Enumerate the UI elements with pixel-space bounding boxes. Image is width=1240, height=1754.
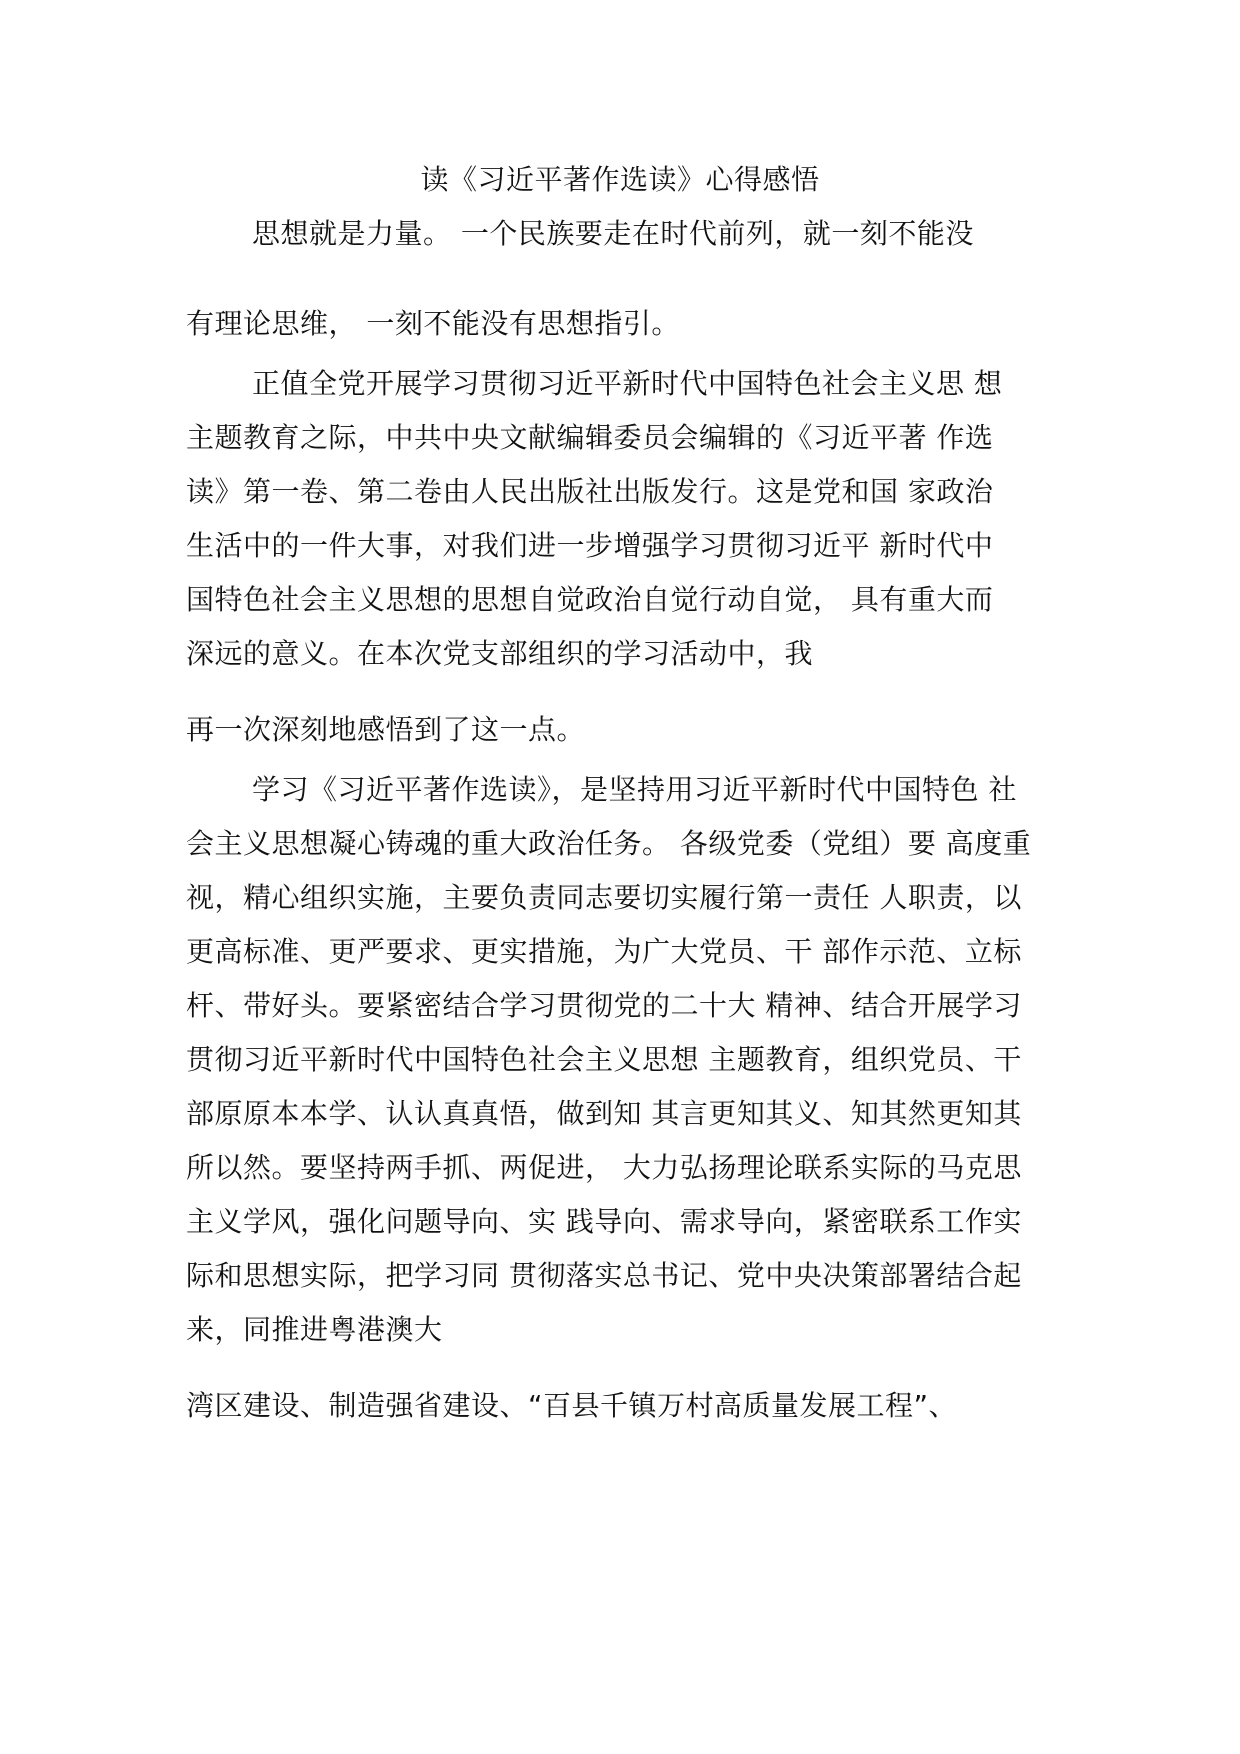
paragraph-line: 部原原本本学、认认真真悟，做到知 其言更知其义、知其然更知其 bbox=[186, 1097, 1022, 1130]
paragraph-line: 正值全党开展学习贯彻习近平新时代中国特色社会主义思 想 bbox=[252, 367, 1003, 400]
paragraph-line: 再一次深刻地感悟到了这一点。 bbox=[186, 713, 586, 746]
paragraph-line: 贯彻习近平新时代中国特色社会主义思想 主题教育，组织党员、干 bbox=[186, 1043, 1022, 1076]
paragraph-line: 所以然。要坚持两手抓、两促进， 大力弘扬理论联系实际的马克思 bbox=[186, 1151, 1022, 1184]
paragraph-line: 学习《习近平著作选读》，是坚持用习近平新时代中国特色 社 bbox=[252, 773, 1017, 806]
paragraph-line: 国特色社会主义思想的思想自觉政治自觉行动自觉， 具有重大而 bbox=[186, 583, 994, 616]
paragraph-line: 来，同推进粤港澳大 bbox=[186, 1313, 443, 1346]
paragraph-line: 更高标准、更严要求、更实措施，为广大党员、干 部作示范、立标 bbox=[186, 935, 1022, 968]
paragraph-line: 湾区建设、制造强省建设、“百县千镇万村高质量发展工程”、 bbox=[186, 1389, 958, 1422]
paragraph-line: 会主义思想凝心铸魂的重大政治任务。 各级党委（党组）要 高度重 bbox=[186, 827, 1032, 860]
paragraph-line: 视，精心组织实施，主要负责同志要切实履行第一责任 人职责，以 bbox=[186, 881, 1022, 914]
paragraph-line: 生活中的一件大事，对我们进一步增强学习贯彻习近平 新时代中 bbox=[186, 529, 994, 562]
paragraph-line: 深远的意义。在本次党支部组织的学习活动中，我 bbox=[186, 637, 814, 670]
paragraph-line: 主题教育之际，中共中央文献编辑委员会编辑的《习近平著 作选 bbox=[186, 421, 994, 454]
paragraph-line: 主义学风，强化问题导向、实 践导向、需求导向，紧密联系工作实 bbox=[186, 1205, 1022, 1238]
paragraph-line: 有理论思维， 一刻不能没有思想指引。 bbox=[186, 307, 680, 340]
document-title: 读《习近平著作选读》心得感悟 bbox=[420, 163, 820, 196]
paragraph-line: 读》第一卷、第二卷由人民出版社出版发行。这是党和国 家政治 bbox=[186, 475, 994, 508]
paragraph-line: 思想就是力量。 一个民族要走在时代前列，就一刻不能没 bbox=[252, 217, 974, 250]
paragraph-line: 杆、带好头。要紧密结合学习贯彻党的二十大 精神、结合开展学习 bbox=[186, 989, 1022, 1022]
paragraph-line: 际和思想实际，把学习同 贯彻落实总书记、党中央决策部署结合起 bbox=[186, 1259, 1022, 1292]
